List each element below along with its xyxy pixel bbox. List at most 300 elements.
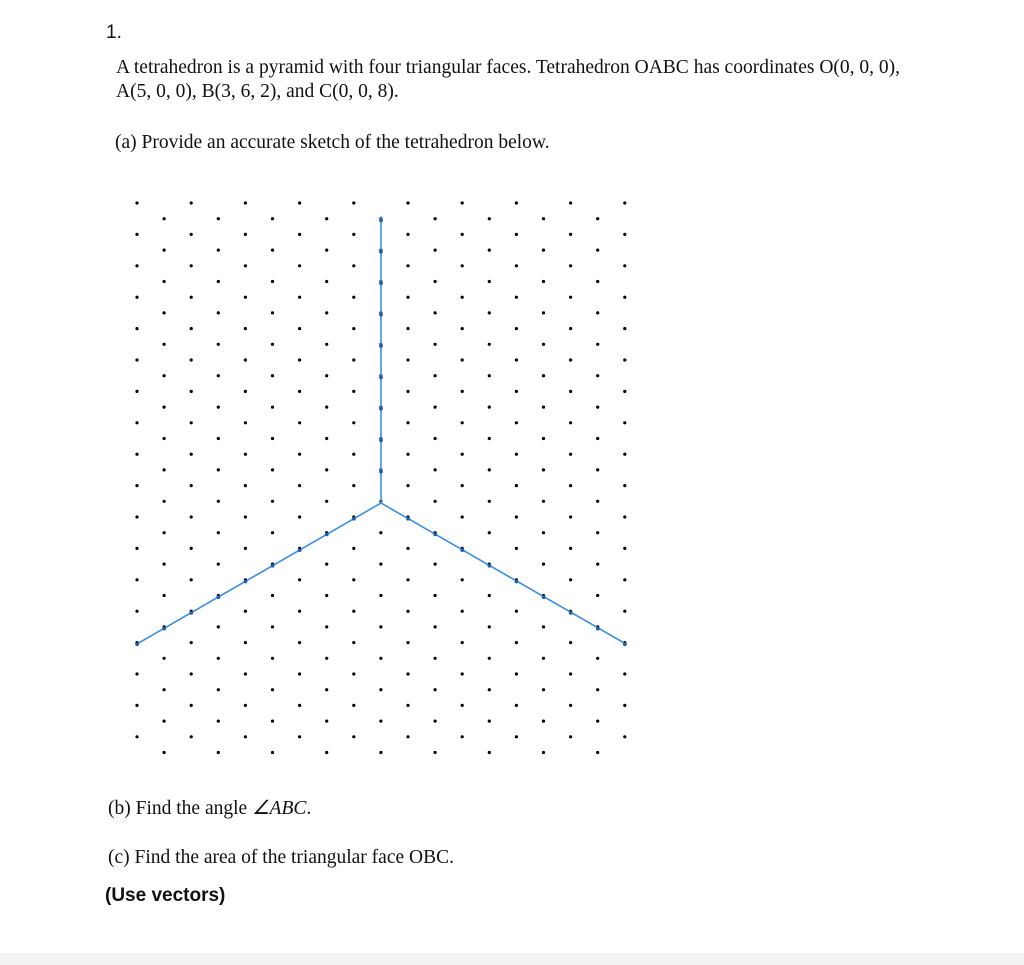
- grid-dot: [217, 249, 220, 252]
- grid-dot: [163, 311, 166, 314]
- grid-dot: [515, 735, 518, 738]
- grid-dot: [461, 390, 464, 393]
- y-axis-tick: [515, 580, 519, 584]
- grid-dot: [434, 437, 437, 440]
- grid-dot: [569, 201, 572, 204]
- grid-dot: [163, 343, 166, 346]
- grid-dot: [406, 358, 409, 361]
- x-axis-tick: [244, 580, 248, 584]
- grid-dot: [434, 751, 437, 754]
- grid-dot: [406, 547, 409, 550]
- grid-dot: [325, 280, 328, 283]
- grid-dot: [135, 233, 138, 236]
- grid-dot: [596, 249, 599, 252]
- grid-dot: [406, 484, 409, 487]
- grid-dot: [434, 657, 437, 660]
- y-axis-tick: [460, 548, 464, 552]
- grid-dot: [623, 453, 626, 456]
- grid-dot: [244, 358, 247, 361]
- grid-dot: [596, 657, 599, 660]
- grid-dot: [325, 688, 328, 691]
- grid-dot: [488, 468, 491, 471]
- grid-dot: [298, 233, 301, 236]
- grid-dot: [325, 468, 328, 471]
- grid-dot: [596, 688, 599, 691]
- grid-dot: [244, 484, 247, 487]
- grid-dot: [163, 249, 166, 252]
- grid-dot: [488, 657, 491, 660]
- y-axis-tick: [542, 595, 546, 599]
- grid-dot: [217, 406, 220, 409]
- grid-dot: [352, 610, 355, 613]
- grid-dot: [190, 453, 193, 456]
- grid-dot: [569, 453, 572, 456]
- grid-dot: [542, 406, 545, 409]
- part-c-prompt: (c) Find the area of the triangular face OBC.: [108, 847, 454, 868]
- x-axis-tick: [298, 548, 302, 552]
- grid-dot: [217, 374, 220, 377]
- grid-dot: [135, 735, 138, 738]
- grid-dot: [515, 641, 518, 644]
- grid-dot: [163, 280, 166, 283]
- grid-dot: [352, 264, 355, 267]
- grid-dot: [163, 688, 166, 691]
- grid-dot: [352, 327, 355, 330]
- grid-dot: [217, 657, 220, 660]
- grid-dot: [244, 264, 247, 267]
- grid-dot: [406, 390, 409, 393]
- grid-dot: [163, 563, 166, 566]
- grid-dot: [217, 720, 220, 723]
- grid-dot: [434, 720, 437, 723]
- grid-dot: [298, 641, 301, 644]
- grid-dot: [244, 421, 247, 424]
- grid-dot: [542, 751, 545, 754]
- grid-dot: [515, 264, 518, 267]
- grid-dot: [163, 406, 166, 409]
- grid-dot: [298, 672, 301, 675]
- grid-dot: [379, 625, 382, 628]
- grid-dot: [271, 374, 274, 377]
- grid-dot: [190, 704, 193, 707]
- z-axis-tick: [379, 376, 383, 380]
- grid-dot: [406, 327, 409, 330]
- grid-dot: [542, 280, 545, 283]
- page-bottom-strip: [0, 953, 1024, 965]
- grid-dot: [325, 406, 328, 409]
- grid-dot: [217, 468, 220, 471]
- grid-dot: [406, 296, 409, 299]
- grid-dot: [217, 437, 220, 440]
- x-axis-tick: [352, 517, 356, 521]
- z-axis-tick: [379, 470, 383, 474]
- grid-dot: [352, 358, 355, 361]
- y-axis-tick: [406, 517, 410, 521]
- grid-dot: [163, 217, 166, 220]
- grid-dot: [352, 453, 355, 456]
- grid-dot: [298, 610, 301, 613]
- grid-dot: [190, 484, 193, 487]
- grid-dot: [623, 296, 626, 299]
- grid-dot: [461, 421, 464, 424]
- grid-dot: [596, 343, 599, 346]
- grid-dot: [271, 751, 274, 754]
- grid-dot: [379, 720, 382, 723]
- grid-dot: [271, 280, 274, 283]
- grid-dot: [298, 264, 301, 267]
- grid-dot: [461, 233, 464, 236]
- part-b-period: .: [306, 798, 312, 819]
- y-axis-tick: [433, 533, 437, 537]
- grid-dot: [163, 374, 166, 377]
- grid-dot: [569, 515, 572, 518]
- grid-dot: [623, 735, 626, 738]
- grid-dot: [190, 672, 193, 675]
- grid-dot: [135, 358, 138, 361]
- grid-dot: [461, 296, 464, 299]
- grid-dot: [298, 704, 301, 707]
- grid-dot: [461, 327, 464, 330]
- grid-dot: [542, 311, 545, 314]
- grid-dot: [163, 468, 166, 471]
- grid-dot: [298, 515, 301, 518]
- grid-dot: [596, 280, 599, 283]
- grid-dot: [271, 720, 274, 723]
- grid-dot: [542, 468, 545, 471]
- grid-dot: [325, 563, 328, 566]
- z-axis-tick: [379, 407, 383, 411]
- grid-dot: [244, 735, 247, 738]
- grid-dot: [488, 437, 491, 440]
- grid-dot: [434, 563, 437, 566]
- grid-dot: [596, 531, 599, 534]
- grid-dot: [569, 735, 572, 738]
- z-axis-tick: [379, 219, 383, 223]
- grid-dot: [569, 704, 572, 707]
- grid-dot: [352, 421, 355, 424]
- grid-dot: [190, 233, 193, 236]
- grid-dot: [325, 343, 328, 346]
- grid-dot: [325, 249, 328, 252]
- grid-dot: [515, 421, 518, 424]
- grid-dot: [135, 327, 138, 330]
- part-b-prompt: [108, 796, 311, 820]
- grid-dot: [515, 233, 518, 236]
- grid-dot: [406, 201, 409, 204]
- grid-dot: [190, 327, 193, 330]
- y-axis-tick: [623, 642, 627, 646]
- grid-dot: [163, 437, 166, 440]
- grid-dot: [569, 358, 572, 361]
- grid-dot: [488, 311, 491, 314]
- grid-dot: [271, 217, 274, 220]
- x-axis-tick: [189, 611, 193, 615]
- grid-dot: [135, 484, 138, 487]
- x-axis-tick: [162, 627, 166, 631]
- grid-dot: [325, 500, 328, 503]
- grid-dot: [623, 390, 626, 393]
- grid-dot: [352, 578, 355, 581]
- grid-dot: [135, 421, 138, 424]
- grid-dot: [271, 625, 274, 628]
- y-axis-line: [381, 503, 626, 644]
- grid-dot: [379, 563, 382, 566]
- grid-dot: [569, 390, 572, 393]
- grid-dot: [542, 249, 545, 252]
- grid-dot: [569, 641, 572, 644]
- grid-dot: [461, 735, 464, 738]
- grid-dot: [298, 358, 301, 361]
- x-axis-tick: [135, 642, 139, 646]
- grid-dot: [569, 233, 572, 236]
- grid-dot: [623, 672, 626, 675]
- grid-dot: [488, 217, 491, 220]
- grid-dot: [434, 249, 437, 252]
- grid-dot: [271, 311, 274, 314]
- grid-dot: [623, 578, 626, 581]
- grid-dot: [596, 468, 599, 471]
- grid-dot: [352, 390, 355, 393]
- x-axis-tick: [325, 533, 329, 537]
- grid-dot: [461, 484, 464, 487]
- grid-dot: [379, 531, 382, 534]
- grid-dot: [406, 264, 409, 267]
- grid-dot: [461, 453, 464, 456]
- grid-dot: [596, 437, 599, 440]
- grid-dot: [461, 201, 464, 204]
- grid-dot: [190, 421, 193, 424]
- grid-dot: [190, 358, 193, 361]
- grid-dot: [569, 421, 572, 424]
- grid-dot: [488, 751, 491, 754]
- axes: [137, 217, 626, 644]
- grid-dot: [569, 484, 572, 487]
- grid-dot: [488, 625, 491, 628]
- grid-dot: [542, 500, 545, 503]
- grid-dot: [434, 343, 437, 346]
- grid-dot: [352, 233, 355, 236]
- grid-dot: [596, 751, 599, 754]
- grid-dot: [596, 720, 599, 723]
- grid-dot: [596, 311, 599, 314]
- grid-dot: [488, 343, 491, 346]
- grid-dot: [461, 358, 464, 361]
- grid-dot: [623, 201, 626, 204]
- x-axis-tick: [217, 595, 221, 599]
- grid-dot: [542, 217, 545, 220]
- grid-dot: [325, 437, 328, 440]
- grid-dot: [623, 515, 626, 518]
- grid-dot: [515, 515, 518, 518]
- grid-dot: [434, 594, 437, 597]
- y-axis-tick: [488, 564, 492, 568]
- grid-dot: [596, 217, 599, 220]
- grid-dot: [461, 578, 464, 581]
- grid-dot: [379, 657, 382, 660]
- grid-dot: [135, 610, 138, 613]
- grid-dot: [163, 531, 166, 534]
- grid-dot: [352, 672, 355, 675]
- grid-dot: [542, 563, 545, 566]
- grid-dot: [135, 390, 138, 393]
- grid-dot: [217, 500, 220, 503]
- grid-dot: [596, 594, 599, 597]
- grid-dot: [623, 704, 626, 707]
- grid-dot: [461, 610, 464, 613]
- grid-dot: [569, 296, 572, 299]
- grid-dot: [244, 201, 247, 204]
- grid-dot: [135, 296, 138, 299]
- grid-dot: [352, 641, 355, 644]
- grid-dot: [271, 500, 274, 503]
- grid-dot: [542, 374, 545, 377]
- grid-dot: [135, 704, 138, 707]
- grid-dot: [623, 484, 626, 487]
- grid-dot: [515, 484, 518, 487]
- grid-dot: [244, 515, 247, 518]
- grid-dot: [623, 421, 626, 424]
- grid-dot: [406, 453, 409, 456]
- grid-dot: [244, 390, 247, 393]
- grid-dot: [163, 751, 166, 754]
- x-axis-tick: [271, 564, 275, 568]
- grid-dot: [217, 625, 220, 628]
- grid-dot: [542, 688, 545, 691]
- grid-dot: [434, 217, 437, 220]
- grid-dot: [461, 264, 464, 267]
- grid-dot: [190, 547, 193, 550]
- y-axis-tick: [569, 611, 573, 615]
- grid-dot: [298, 578, 301, 581]
- z-axis-tick: [379, 438, 383, 442]
- grid-dot: [298, 421, 301, 424]
- grid-dot: [271, 531, 274, 534]
- grid-dot: [623, 327, 626, 330]
- grid-dot: [217, 563, 220, 566]
- grid-dot: [406, 641, 409, 644]
- grid-dot: [190, 578, 193, 581]
- question-intro-line-1: A tetrahedron is a pyramid with four triangular faces. Tetrahedron OABC has coordinates O(0, 0, 0),: [116, 57, 901, 78]
- grid-dot: [190, 201, 193, 204]
- grid-dot: [135, 453, 138, 456]
- grid-dot: [542, 531, 545, 534]
- grid-dot: [190, 296, 193, 299]
- grid-dot: [352, 735, 355, 738]
- part-a-prompt: (a) Provide an accurate sketch of the tetrahedron below.: [115, 132, 550, 153]
- angle-abc: ∠ABC: [252, 798, 307, 819]
- x-axis-line: [137, 503, 381, 644]
- grid-dot: [325, 374, 328, 377]
- grid-dot: [488, 249, 491, 252]
- grid-dot: [515, 704, 518, 707]
- grid-dot: [461, 515, 464, 518]
- grid-dot: [596, 500, 599, 503]
- grid-dot: [515, 327, 518, 330]
- grid-dot: [406, 233, 409, 236]
- grid-dot: [271, 468, 274, 471]
- grid-dot: [515, 672, 518, 675]
- grid-dot: [461, 672, 464, 675]
- grid-dot: [325, 625, 328, 628]
- grid-dot: [217, 311, 220, 314]
- grid-dot: [244, 453, 247, 456]
- grid-dot: [488, 500, 491, 503]
- grid-dot: [217, 217, 220, 220]
- grid-dot: [217, 751, 220, 754]
- z-axis-tick: [379, 313, 383, 317]
- grid-dot: [515, 547, 518, 550]
- grid-dot: [434, 280, 437, 283]
- grid-dot: [163, 500, 166, 503]
- grid-dot: [542, 625, 545, 628]
- grid-dot: [244, 704, 247, 707]
- grid-dot: [515, 390, 518, 393]
- z-axis-tick: [379, 250, 383, 254]
- grid-dot: [406, 421, 409, 424]
- grid-dot: [244, 641, 247, 644]
- grid-dot: [461, 641, 464, 644]
- grid-dot: [406, 610, 409, 613]
- y-axis-tick: [596, 627, 600, 631]
- grid-dot: [515, 296, 518, 299]
- grid-dot: [271, 249, 274, 252]
- grid-dot: [434, 625, 437, 628]
- grid-dot: [515, 453, 518, 456]
- grid-dot: [135, 515, 138, 518]
- grid-dot: [542, 720, 545, 723]
- grid-dot: [352, 704, 355, 707]
- grid-dot: [298, 296, 301, 299]
- grid-dot: [623, 547, 626, 550]
- grid-dot: [623, 610, 626, 613]
- grid-dot: [298, 484, 301, 487]
- grid-dot: [488, 531, 491, 534]
- grid-dot: [271, 688, 274, 691]
- grid-dot: [488, 594, 491, 597]
- grid-dot: [542, 657, 545, 660]
- grid-dot: [163, 594, 166, 597]
- grid-dot: [244, 296, 247, 299]
- z-axis-tick: [379, 281, 383, 285]
- grid-dot: [623, 264, 626, 267]
- grid-dot: [488, 280, 491, 283]
- grid-dot: [298, 735, 301, 738]
- grid-dot: [271, 594, 274, 597]
- grid-dot: [271, 343, 274, 346]
- grid-dot: [542, 343, 545, 346]
- grid-dot: [434, 688, 437, 691]
- grid-dot: [217, 343, 220, 346]
- question-intro-line-2: A(5, 0, 0), B(3, 6, 2), and C(0, 0, 8).: [116, 81, 399, 102]
- grid-dot: [135, 578, 138, 581]
- grid-dot: [623, 233, 626, 236]
- grid-dot: [569, 327, 572, 330]
- grid-dot: [569, 547, 572, 550]
- grid-dot: [325, 657, 328, 660]
- grid-dot: [325, 594, 328, 597]
- grid-dot: [542, 437, 545, 440]
- grid-dot: [434, 311, 437, 314]
- grid-dot: [352, 296, 355, 299]
- grid-dot: [569, 264, 572, 267]
- grid-dot: [434, 374, 437, 377]
- grid-dot: [515, 610, 518, 613]
- grid-dot: [515, 358, 518, 361]
- grid-dot: [244, 672, 247, 675]
- grid-dot: [488, 688, 491, 691]
- grid-dot: [352, 484, 355, 487]
- hint-use-vectors: (Use vectors): [105, 885, 226, 906]
